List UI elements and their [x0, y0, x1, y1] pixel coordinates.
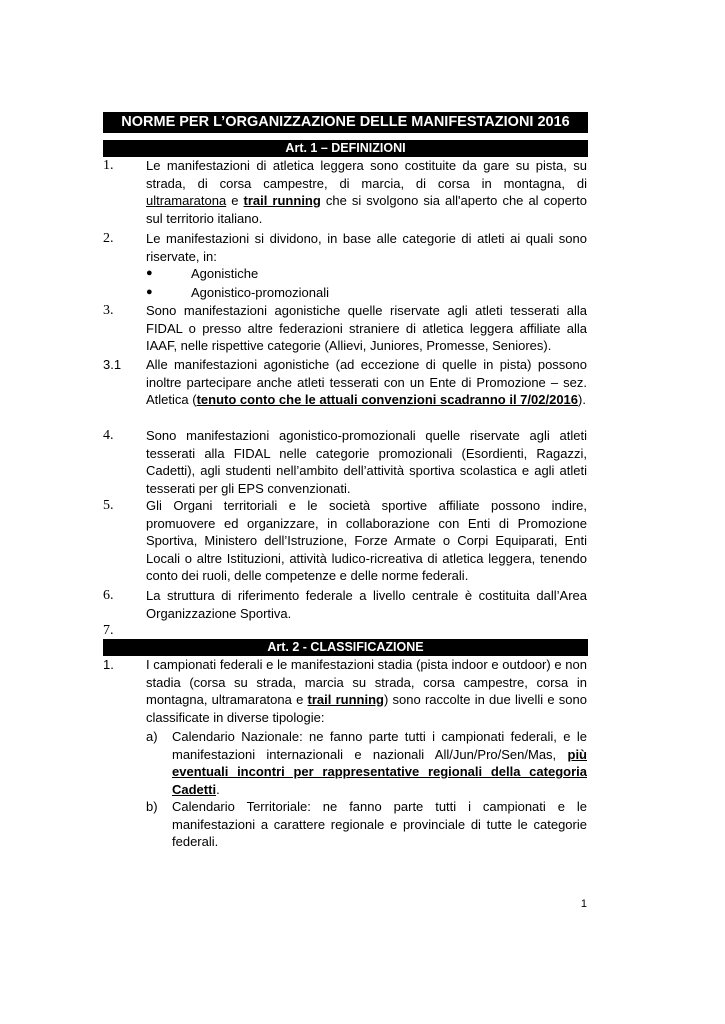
item-number: 7.: [103, 623, 114, 638]
item-text: Sono manifestazioni agonistico-promozionali quelle riservate agli atleti tesserati alla FIDAL nelle categorie promozionali (Esordienti, Ragazzi, Cadetti), agli studenti nell’ambito dell’attività sportiva scolastica e agli atleti tesserati per gli EPS convenzionati.: [146, 428, 587, 496]
bullet-text: Agonistiche: [191, 266, 259, 281]
item-text: Le manifestazioni si dividono, in base alle categorie di atleti ai quali sono riservate, in:: [146, 231, 587, 264]
text-run: ) sono raccolte in due livelli e sono classificate in diverse tipologie:: [146, 692, 587, 725]
text-run: I campionati federali e le manifestazioni stadia (pista indoor e outdoor) e non stadia (corsa su strada, marcia su strada, corsa campestre, corsa in montagna, ultramaratona e: [146, 657, 587, 707]
item-number: 2.: [103, 231, 114, 246]
bold-underlined-note: tenuto conto che le attuali convenzioni scadranno il 7/02/2016: [196, 392, 579, 407]
item-text: [146, 157, 587, 227]
item-text: La struttura di riferimento federale a livello centrale è costituita dall’Area Organizzazione Sportiva.: [146, 588, 587, 621]
page-title: NORME PER L’ORGANIZZAZIONE DELLE MANIFESTAZIONI 2016: [103, 112, 588, 133]
item-number: 1.: [103, 657, 114, 672]
text-run: ).: [578, 392, 586, 407]
item-text: Gli Organi territoriali e le società sportive affiliate possono indire, promuovere ed organizzare, in collaborazione con Enti di Promozione Sportiva, Ministero dell’Istruzione, Forze Armate o Corpi Equiparati, Enti Locali o altre Istituzioni, attività ludico-ricreativa di atletica leggera, tenendo conto dei ruoli, delle competenze e delle norme federali.: [146, 498, 587, 583]
item-text: Sono manifestazioni agonistiche quelle riservate agli atleti tesserati alla FIDAL o presso altre federazioni straniere di atletica leggera affiliate alla IAAF, nelle rispettive categorie (Allievi, Juniores, Promesse, Seniores).: [146, 303, 587, 353]
sub-item-letter: b): [146, 799, 158, 814]
bold-underlined-term: trail running: [307, 692, 384, 707]
item-number: 1.: [103, 158, 114, 173]
page-number: 1: [580, 898, 587, 910]
underlined-term: ultramaratona: [146, 193, 227, 208]
sub-item-text: [172, 728, 587, 798]
item-text: [146, 656, 587, 726]
item-text: [146, 356, 587, 409]
art2-heading: Art. 2 - CLASSIFICAZIONE: [103, 639, 588, 656]
bold-underlined-term: trail running: [243, 193, 321, 208]
art1-heading: Art. 1 – DEFINIZIONI: [103, 140, 588, 157]
text-run: Alle manifestazioni agonistiche (ad eccezione di quelle in pista) possono inoltre partecipare anche atleti tesserati con un Ente di Promozione – sez. Atletica (: [146, 357, 587, 407]
item-number: 3.1: [103, 357, 122, 372]
text-run: che si svolgono sia all'aperto che al coperto sul territorio italiano.: [146, 193, 587, 226]
bullet-icon: ●: [146, 267, 153, 279]
sub-item-letter: a): [146, 729, 158, 744]
bullet-text: Agonistico-promozionali: [191, 285, 330, 300]
item-number: 3.: [103, 303, 114, 318]
text-run: .: [216, 781, 220, 797]
item-number: 5.: [103, 498, 114, 513]
bullet-icon: ●: [146, 286, 153, 298]
sub-item-text: Calendario Territoriale: ne fanno parte tutti i campionati e le manifestazioni a carattere regionale e provinciale di tutte le categorie federali.: [172, 799, 587, 849]
bold-underlined-note: più eventuali incontri per rappresentative regionali della categoria Cadetti: [172, 746, 587, 797]
text-run: Calendario Nazionale: ne fanno parte tutti i campionati federali, e le manifestazioni internazionali e nazionali All/Jun/Pro/Sen/Mas,: [172, 729, 587, 762]
item-number: 4.: [103, 428, 114, 443]
text-run: Le manifestazioni di atletica leggera sono costituite da gare su pista, su strada, di corsa campestre, di marcia, di corsa in montagna, di: [146, 158, 587, 191]
item-number: 6.: [103, 588, 114, 603]
text-run: e: [226, 193, 244, 208]
